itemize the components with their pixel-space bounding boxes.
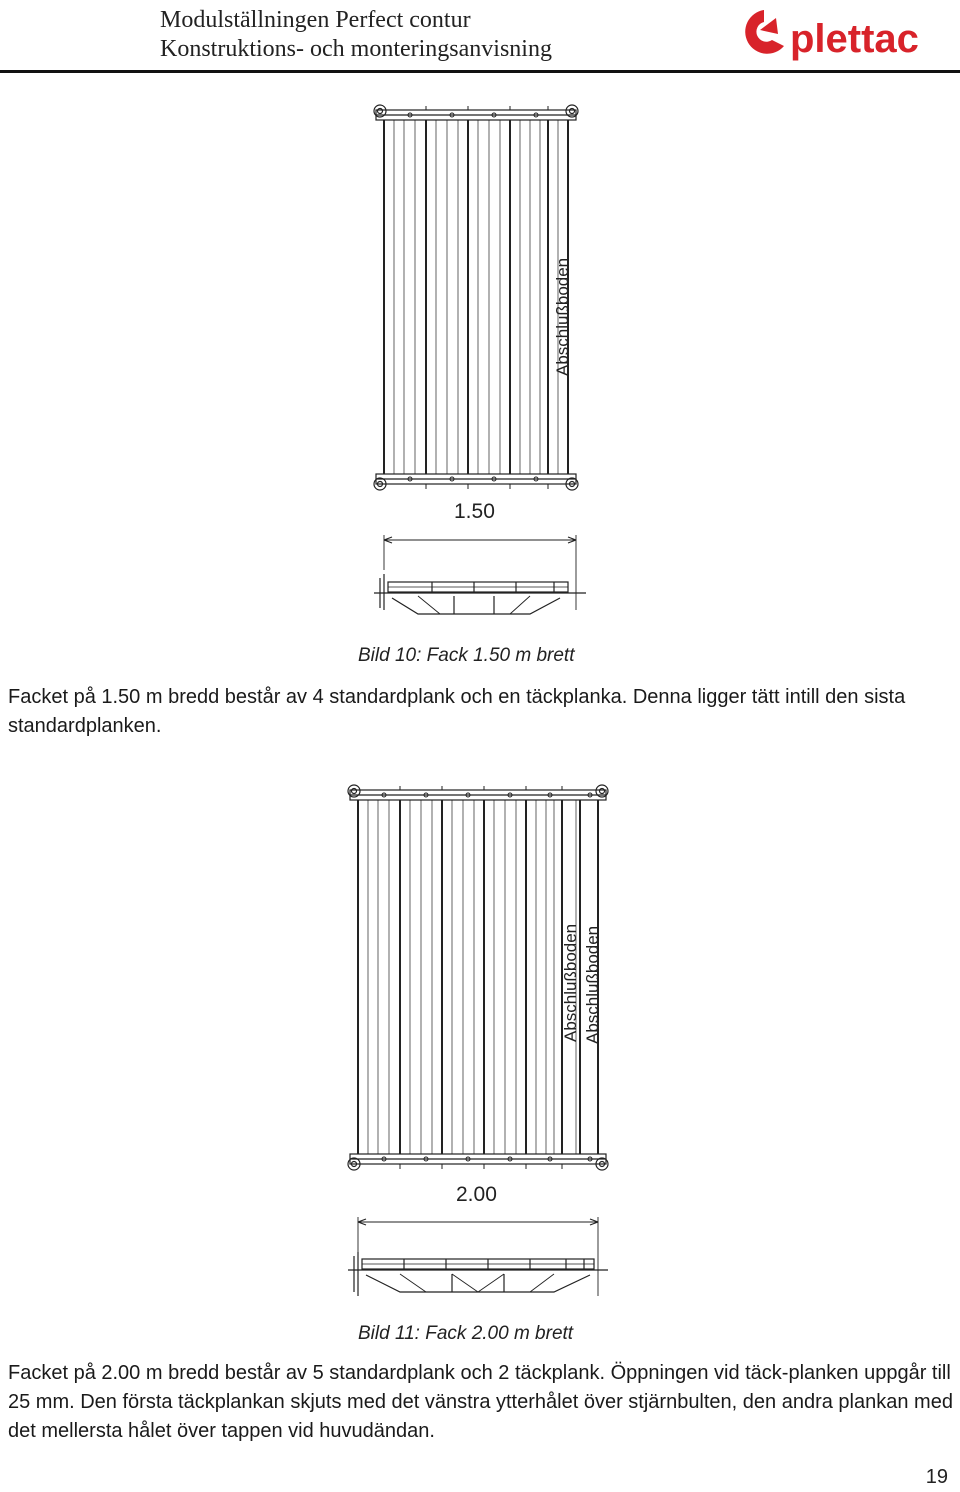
board-label-abschlussboden-2: Abschlußboden [583,925,602,1044]
figure-1-plan-view [370,96,585,500]
plettac-logo-text: plettac [790,17,919,61]
document-title [160,6,552,64]
title-line-1: Modulställningen Perfect contur [160,7,471,33]
header-divider [0,70,960,73]
board-label-abschlussboden: Abschlußboden [553,257,572,376]
figure-1-caption: Bild 10: Fack 1.50 m brett [358,645,575,666]
page-number: 19 [925,1466,948,1488]
figure-2-caption: Bild 11: Fack 2.00 m brett [358,1323,574,1344]
dimension-label-2-00: 2.00 [456,1183,497,1206]
plettac-logo-mark [745,10,784,54]
plettac-logo [738,4,954,64]
figure-2-plan-view [340,776,615,1180]
board-label-abschlussboden-1: Abschlußboden [561,923,580,1042]
paragraph-2: Facket på 2.00 m bredd består av 5 standardplank och 2 täckplank. Öppningen vid täck-planken uppgår till 25 mm. Den första täckplankan skjuts med det vänstra ytterhålet över stjärnbulten, den andra plankan med det mellersta hålet över tappen vid huvudändan. [8,1362,953,1442]
title-line-2: Konstruktions- och monteringsanvisning [160,36,552,62]
dimension-label-1-50: 1.50 [454,500,495,523]
figure-1-section-view [370,530,590,620]
paragraph-1: Facket på 1.50 m bredd består av 4 standardplank och en täckplanka. Denna ligger tätt intill den sista standardplanken. [8,686,906,737]
figure-2-section-view [344,1212,614,1304]
